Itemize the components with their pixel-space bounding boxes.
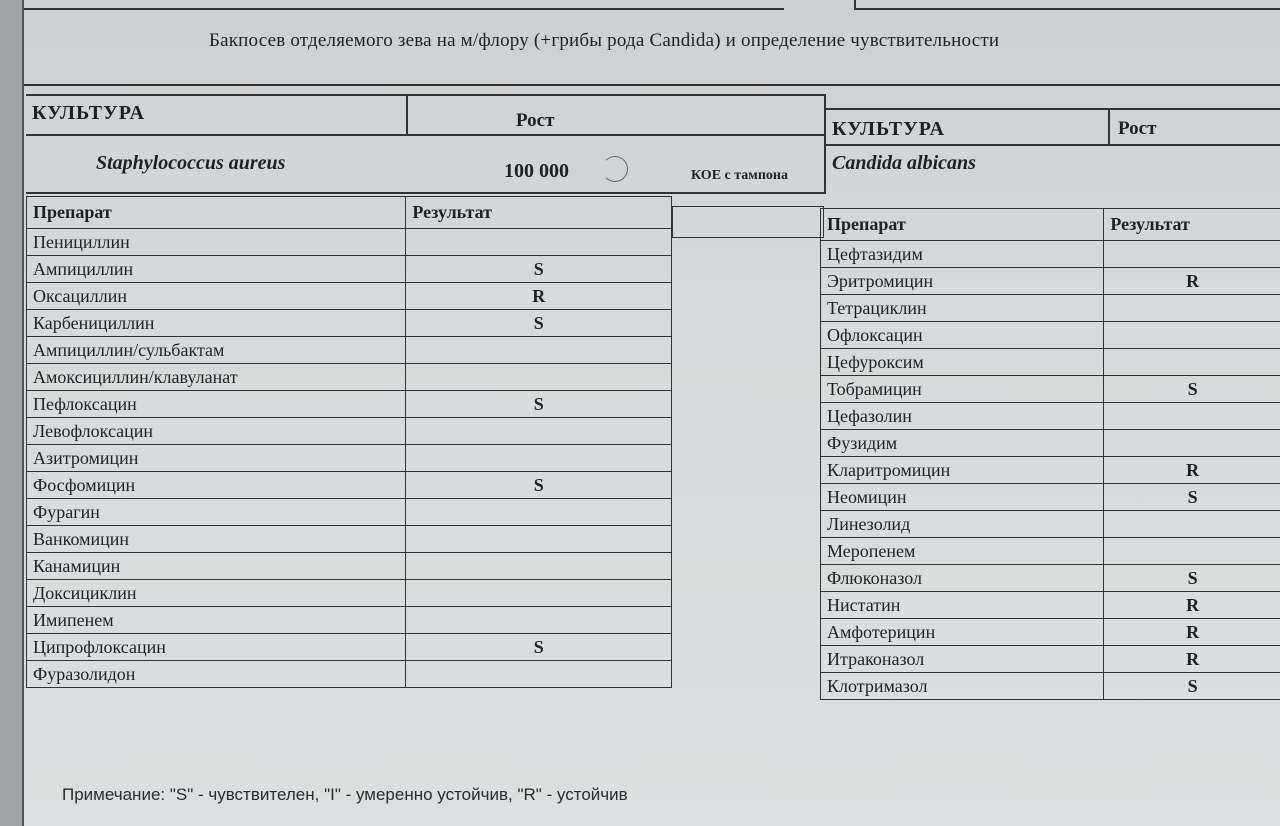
right-organism: Candida albicans (832, 152, 976, 174)
result-value: S (406, 310, 672, 337)
result-value: S (1104, 673, 1280, 700)
table-row (821, 484, 1280, 511)
table-header-row (27, 197, 672, 229)
left-culture-block (26, 94, 826, 194)
right-growth-label: Рост (1118, 118, 1157, 139)
table-row (821, 322, 1280, 349)
result-value: R (1104, 646, 1280, 673)
result-value: R (1104, 619, 1280, 646)
right-culture-label: КУЛЬТУРА (832, 118, 945, 140)
drug-name: Ампициллин/сульбактам (27, 337, 406, 364)
result-value (1104, 403, 1280, 430)
document-title: Бакпосев отделяемого зева на м/флору (+грибы рода Candida) и определение чувствительности (209, 30, 1000, 51)
table-row (27, 283, 672, 310)
drug-name: Итраконазол (821, 646, 1104, 673)
table-row (27, 229, 672, 256)
right-culture-block (826, 108, 1280, 208)
table-row (821, 241, 1280, 268)
drug-name: Фуразолидон (27, 661, 406, 688)
table-row (27, 445, 672, 472)
table-row (27, 310, 672, 337)
table-row (821, 457, 1280, 484)
table-row (27, 526, 672, 553)
result-value (406, 364, 672, 391)
result-value: S (406, 256, 672, 283)
drug-name: Тетрациклин (821, 295, 1104, 322)
table-row (821, 295, 1280, 322)
result-value (406, 580, 672, 607)
left-culture-label: КУЛЬТУРА (32, 102, 145, 124)
table-row (27, 418, 672, 445)
table-row (821, 646, 1280, 673)
table-row (821, 673, 1280, 700)
result-value: R (406, 283, 672, 310)
table-row (821, 619, 1280, 646)
drug-name: Линезолид (821, 511, 1104, 538)
table-row (27, 472, 672, 499)
drug-name: Ванкомицин (27, 526, 406, 553)
drug-name: Цефазолин (821, 403, 1104, 430)
drug-header: Препарат (27, 197, 406, 229)
drug-name: Меропенем (821, 538, 1104, 565)
result-value: S (1104, 376, 1280, 403)
table-row (821, 511, 1280, 538)
result-value (1104, 322, 1280, 349)
result-header: Результат (1104, 209, 1280, 241)
table-row (27, 607, 672, 634)
result-value: S (406, 634, 672, 661)
result-value (1104, 511, 1280, 538)
table-row (27, 553, 672, 580)
drug-name: Амоксициллин/клавуланат (27, 364, 406, 391)
table-row (27, 580, 672, 607)
footnote: Примечание: "S" - чувствителен, "I" - умеренно устойчив, "R" - устойчив (62, 785, 628, 804)
table-row (821, 268, 1280, 295)
left-culture-header-row (26, 96, 824, 136)
drug-name: Фурагин (27, 499, 406, 526)
table-row (821, 430, 1280, 457)
result-value (406, 553, 672, 580)
result-value (1104, 241, 1280, 268)
divider (24, 84, 1280, 86)
drug-name: Амфотерицин (821, 619, 1104, 646)
drug-name: Пефлоксацин (27, 391, 406, 418)
result-value (406, 445, 672, 472)
result-value (406, 607, 672, 634)
left-growth-label: Рост (516, 110, 555, 131)
drug-name: Неомицин (821, 484, 1104, 511)
result-value: R (1104, 592, 1280, 619)
right-sensitivity-table (820, 208, 1280, 700)
drug-name: Оксациллин (27, 283, 406, 310)
drug-name: Клотримазол (821, 673, 1104, 700)
table-row (821, 376, 1280, 403)
drug-name: Карбенициллин (27, 310, 406, 337)
drug-name: Ципрофлоксацин (27, 634, 406, 661)
result-header: Результат (406, 197, 672, 229)
result-value (1104, 430, 1280, 457)
result-value: R (1104, 268, 1280, 295)
result-value (406, 337, 672, 364)
drug-name: Азитромицин (27, 445, 406, 472)
table-row (821, 403, 1280, 430)
table-header-row (821, 209, 1280, 241)
drug-header: Препарат (821, 209, 1104, 241)
left-growth-value: 100 000 (504, 160, 569, 182)
table-row (821, 538, 1280, 565)
table-row (821, 565, 1280, 592)
table-row (27, 256, 672, 283)
result-value: S (1104, 484, 1280, 511)
left-growth-unit: КОЕ с тампона (691, 168, 788, 183)
result-value (1104, 538, 1280, 565)
table-row (27, 391, 672, 418)
drug-name: Нистатин (821, 592, 1104, 619)
drug-name: Кларитромицин (821, 457, 1104, 484)
drug-name: Фузидим (821, 430, 1104, 457)
result-value: S (406, 391, 672, 418)
result-value: S (406, 472, 672, 499)
pen-circle-mark (602, 156, 628, 182)
drug-name: Тобрамицин (821, 376, 1104, 403)
top-table-remnant (24, 0, 1280, 10)
right-culture-header-row (826, 110, 1280, 146)
drug-name: Пенициллин (27, 229, 406, 256)
drug-name: Фосфомицин (27, 472, 406, 499)
result-value (406, 661, 672, 688)
table-row (27, 499, 672, 526)
result-value (406, 526, 672, 553)
drug-name: Цефтазидим (821, 241, 1104, 268)
drug-name: Доксициклин (27, 580, 406, 607)
drug-name: Офлоксацин (821, 322, 1104, 349)
drug-name: Канамицин (27, 553, 406, 580)
result-value: S (1104, 565, 1280, 592)
drug-name: Ампициллин (27, 256, 406, 283)
result-value (406, 499, 672, 526)
result-value (1104, 295, 1280, 322)
drug-name: Цефуроксим (821, 349, 1104, 376)
drug-name: Флюконазол (821, 565, 1104, 592)
table-row (27, 634, 672, 661)
result-value: R (1104, 457, 1280, 484)
result-value (1104, 349, 1280, 376)
result-value (406, 418, 672, 445)
table-row (27, 337, 672, 364)
result-value (406, 229, 672, 256)
left-sensitivity-table (26, 196, 672, 688)
left-organism: Staphylococcus aureus (96, 152, 286, 174)
drug-name: Левофлоксацин (27, 418, 406, 445)
table-row (821, 349, 1280, 376)
drug-name: Эритромицин (821, 268, 1104, 295)
table-row (27, 364, 672, 391)
table-row (821, 592, 1280, 619)
drug-name: Имипенем (27, 607, 406, 634)
document-sheet (22, 0, 1280, 826)
table-row (27, 661, 672, 688)
empty-cell (672, 206, 824, 238)
